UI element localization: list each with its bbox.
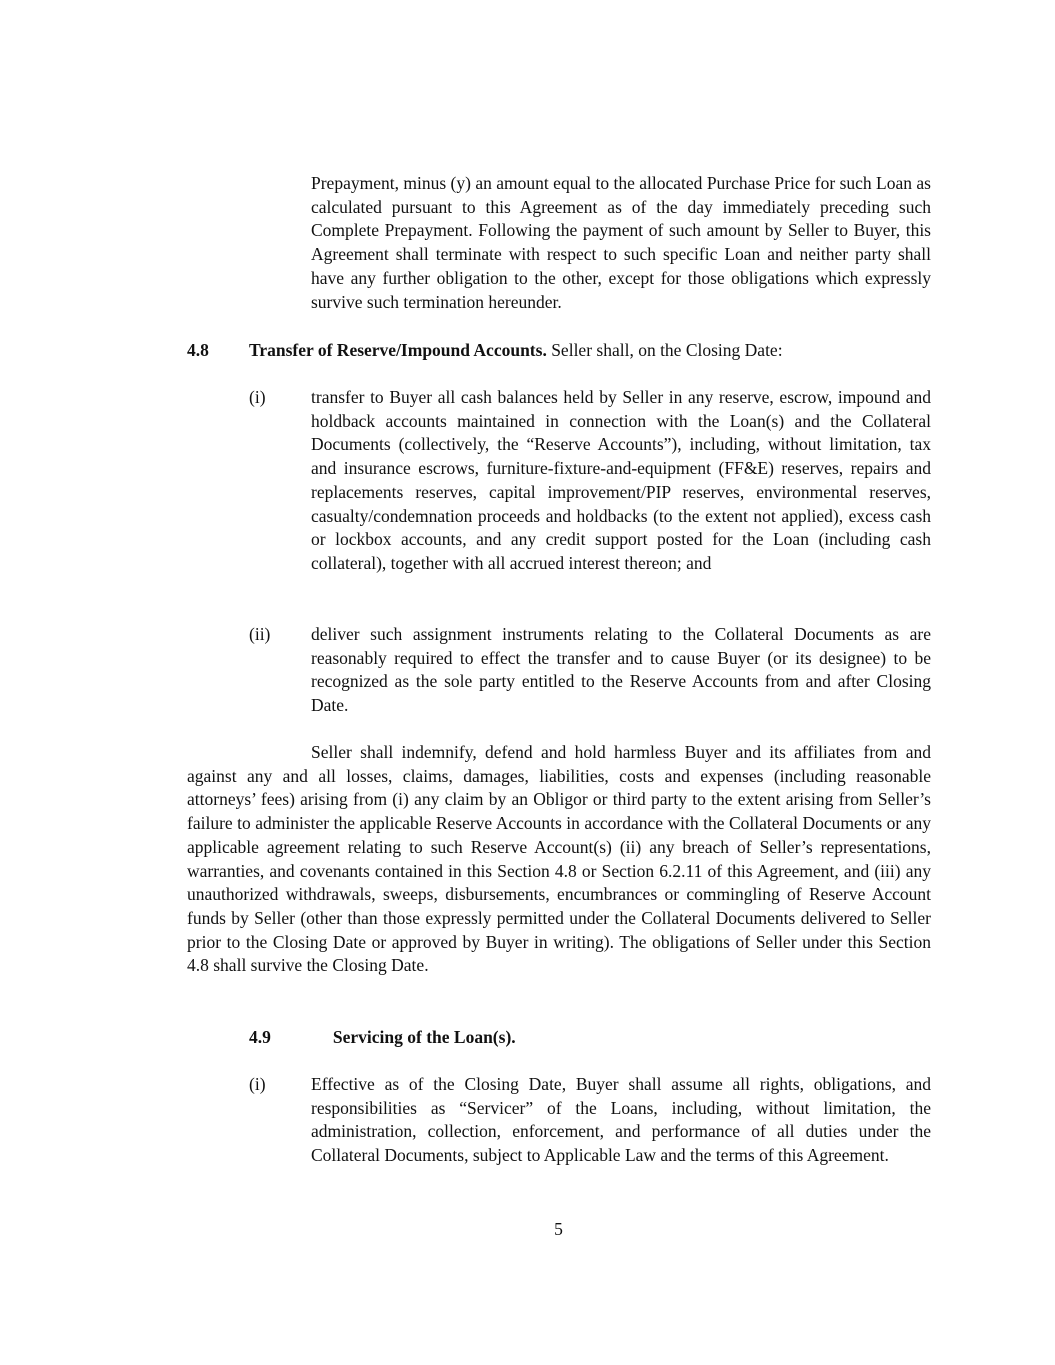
section-4-8-item-1-label: (i) <box>249 387 266 407</box>
section-4-8-item-2-label: (ii) <box>249 624 271 644</box>
section-4-9-title: Servicing of the Loan(s). <box>332 1027 516 1047</box>
indemnity-paragraph: Seller shall indemnify, defend and hold harmless Buyer and its affiliates from and against any and all losses, claims, damages, liabilities, costs and expenses (including reasonable attorneys’ fees) arising from (i) any claim by an Obligor or third party to the extent arising from Seller’s failure to administer the applicable Reserve Accounts in accordance with the Collateral Documents or any applicable agreement relating to such Reserve Account(s) (ii) any breach of Seller’s representations, warranties, and covenants contained in this Section 4.8 or Section 6.2.11 of this Agreement, and (iii) any unauthorized withdrawals, sweeps, disbursements, encumbrances or commingling of Reserve Account funds by Seller (other than those expressly permitted under the Collateral Documents delivered to Seller prior to the Closing Date or approved by Buyer in writing). The obligations of Seller under this Section 4.8 shall survive the Closing Date. <box>187 742 931 976</box>
section-4-9-item-1-text: Effective as of the Closing Date, Buyer shall assume all rights, obligations, and responsibilities as “Servicer” of the Loans, including, without limitation, the administration, collection, enforcement, and performance of all duties under the Collateral Documents, subject to Applicable Law and the terms of this Agreement. <box>311 1074 931 1166</box>
section-4-8-item-1-text: transfer to Buyer all cash balances held by Seller in any reserve, escrow, impound and holdback accounts maintained in connection with the Loan(s) and the Collateral Documents (collectively, the “Reserve Accounts”), including, without limitation, tax and insurance escrows, furniture-fixture-and-equipment (FF&E) reserves, repairs and replacements reserves, capital improvement/PIP reserves, environmental reserves, casualty/condemnation proceeds and holdbacks (to the extent not applied), excess cash or lockbox accounts, and any credit support posted for the Loan (including cash collateral), together with all accrued interest thereon; and <box>311 387 931 573</box>
section-4-8-item-2-text: deliver such assignment instruments relating to the Collateral Documents as are reasonably required to effect the transfer and to cause Buyer (or its designee) to be recognized as the sole party entitled to the Reserve Accounts from and after Closing Date. <box>311 624 931 716</box>
section-4-8-lead-in: Seller shall, on the Closing Date: <box>551 340 783 360</box>
page-number: 5 <box>554 1219 563 1239</box>
section-4-9-number: 4.9 <box>249 1027 271 1047</box>
section-4-8-heading <box>249 339 783 363</box>
section-4-8-title: Transfer of Reserve/Impound Accounts. <box>249 340 547 360</box>
section-4-9-heading <box>249 1026 516 1050</box>
section-4-9-item-1-label: (i) <box>249 1074 266 1094</box>
section-4-8-number: 4.8 <box>187 340 209 360</box>
continuation-paragraph: Prepayment, minus (y) an amount equal to the allocated Purchase Price for such Loan as calculated pursuant to this Agreement as of the day immediately preceding such Complete Prepayment. Following the payment of such amount by Seller to Buyer, this Agreement shall terminate with respect to such specific Loan and neither party shall have any further obligation to the other, except for those obligations which expressly survive such termination hereunder. <box>311 173 931 312</box>
